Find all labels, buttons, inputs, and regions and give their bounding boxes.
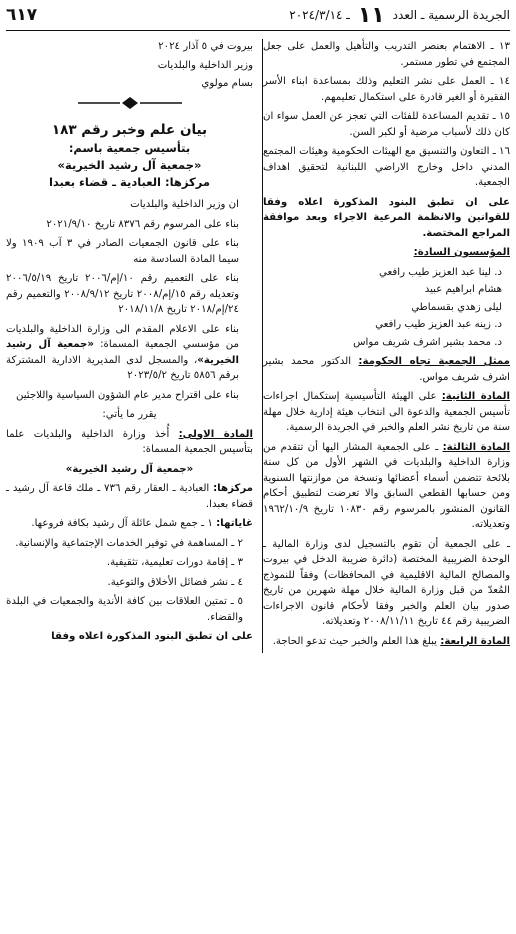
considering-2: بناء على قانون الجمعيات الصادر في ٣ آب ١٩٠٩ ولا سيما المادة السادسة منه bbox=[6, 238, 239, 265]
hq2-text: العبادية ـ العقار رقم ٧٣٦ ـ ملك قاعة آل رشيد ـ قضاء بعبدا. bbox=[6, 483, 253, 510]
left-column bbox=[6, 39, 253, 653]
goal-1-text: ١ ـ جمع شمل عائلة آل رشيد بكافة فروعها. bbox=[31, 518, 217, 529]
founders-list bbox=[263, 265, 510, 351]
considering-1: بناء على المرسوم رقم ٨٣٧٦ تاريخ ٢٠٢١/٩/١٠ bbox=[46, 218, 239, 230]
goal-16: ١٦ ـ التعاون والتنسيق مع الهيئات الحكومية وهيئات المجتمع المدني داخل وخارج الاراضي اللبنانية لتحقيق اهداف الجمعية. bbox=[263, 146, 510, 188]
art4-label: المادة الرابعة: bbox=[440, 635, 510, 647]
apply-clause: على ان تطبق البنود المذكورة اعلاه وفقا للقوانين والانظمة المرعية الاجراء وبعد موافقة المراجع المختصة. bbox=[263, 196, 510, 239]
apply-clause-start: على ان تطبق البنود المذكورة اعلاه وفقا bbox=[51, 631, 253, 642]
ornament-divider-icon bbox=[6, 96, 253, 116]
government-representative bbox=[263, 354, 510, 385]
right-column bbox=[263, 39, 510, 653]
statement-title: بيان علم وخبر رقم ١٨٣ bbox=[51, 122, 208, 138]
considering-5: بناء على اقتراح مدير عام الشؤون السياسية واللاجئين bbox=[15, 389, 239, 401]
art2-label: المادة الثانية: bbox=[441, 391, 510, 402]
goal-14: ١٤ ـ العمل على نشر التعليم وذلك بمساعدة ابناء الأسر الفقيرة أو الغير قادرة على استكمال تعليمهم. bbox=[263, 76, 510, 103]
founder-item: هشام ابراهيم عبيد bbox=[424, 284, 502, 295]
c4-text-b: ، والمسجل لدى المديرية الادارية المشتركة برقم ٥٨٥٦ تاريخ ٢٠٢٣/٥/٢ bbox=[6, 354, 239, 381]
article-1 bbox=[6, 427, 253, 458]
art3-label: المادة الثالثة: bbox=[442, 441, 510, 453]
founder-item: د. محمد بشير اشرف شريف مواس bbox=[353, 336, 502, 348]
goal-3: ٣ ـ إقامة دورات تعليمية، تثقيفية. bbox=[106, 557, 243, 568]
hq-label: مركزها: bbox=[165, 175, 211, 189]
art1-label: المادة الاولى: bbox=[178, 428, 253, 440]
header-info bbox=[289, 3, 510, 28]
column-divider bbox=[262, 39, 263, 653]
founder-item: ليلى زهدي بقسماطي bbox=[411, 301, 502, 313]
founder-item: د. لينا عبد العزيز طيب رافعي bbox=[379, 266, 502, 278]
article-4 bbox=[263, 634, 510, 650]
art2-text: على الهيئة التأسيسية إستكمال اجراءات تأسيس الجمعية والدعوة الى انتخاب هيئة إدارية خلال مهلة سنة من تاريخ نشر العلم والخبر في الجريدة الرسمية. bbox=[263, 391, 510, 433]
issue-number: ١١ bbox=[357, 2, 385, 28]
considering-4 bbox=[6, 322, 253, 384]
association-name: «جمعية آل رشيد الخيرية» bbox=[57, 158, 202, 172]
goal-5: ٥ ـ تمتين العلاقات بين كافة الأندية والجمعيات في البلدة والقضاء. bbox=[6, 596, 243, 623]
goal-1 bbox=[6, 516, 253, 532]
hq-value: العبادية ـ قضاء بعبدا bbox=[48, 175, 166, 189]
columns bbox=[6, 31, 510, 653]
goal-15: ١٥ ـ تقديم المساعدة للفئات التي تعجز عن العمل سواء ان كان ذلك لأسباب مرضية أو لكبر السن. bbox=[263, 111, 510, 138]
founder-item: د. زينه عبد العزيز طيب رافعي bbox=[375, 319, 502, 330]
association-hq bbox=[6, 174, 253, 191]
goal-13: ١٣ ـ الاهتمام بعنصر التدريب والتأهيل والعمل على جعل المجتمع في تطور مستمر. bbox=[263, 41, 510, 68]
art3-text: ـ على الجمعية المشار اليها أن تتقدم من وزارة الداخلية والبلديات في الشهر الأول من كل سنة بلائحة تتضمن أسماء أعضائها ونسخة من موازنتها السنوية ومن حسابها القطعي السابق والا تعرضت لتطبيق أحكام القانون المنشور بالمرسوم رقم ١٠٨٣٠ تاريخ ١٩٦٢/١٠/٩ وتعديلاته. bbox=[263, 441, 510, 530]
c4-name: «جمعية آل رشيد الخيرية» bbox=[6, 339, 239, 366]
hq-detail bbox=[6, 481, 253, 512]
art4-text: يبلغ هذا العلم والخبر حيث تدعو الحاجة. bbox=[272, 635, 441, 647]
art1-association-name: «جمعية آل رشيد الخيرية» bbox=[65, 463, 194, 475]
article-3 bbox=[263, 440, 510, 533]
goals-label: غاياتها: bbox=[216, 518, 253, 529]
c4-text-a: بناء على الاعلام المقدم الى وزارة الداخلية والبلديات من مؤسسي الجمعية المسماة: bbox=[6, 323, 239, 350]
signature-date: بيروت في ٥ آذار ٢٠٢٤ bbox=[158, 41, 253, 52]
article-2 bbox=[263, 389, 510, 436]
signature-name: بسام مولوي bbox=[201, 78, 253, 89]
intro-line: ان وزير الداخلية والبلديات bbox=[130, 199, 239, 210]
goal-2: ٢ ـ المساهمة في توفير الخدمات الإجتماعية والإنسانية. bbox=[15, 537, 243, 549]
page-number: ٦١٧ bbox=[6, 5, 38, 25]
rep-label: ممثل الجمعية تجاه الحكومة: bbox=[358, 356, 510, 367]
goal-4: ٤ ـ نشر فضائل الأخلاق والتوعية. bbox=[107, 576, 243, 588]
hq2-label: مركزها: bbox=[213, 483, 253, 494]
art1-text: أُخذ وزارة الداخلية والبلديات علما بتأسيس الجمعية المسماة: bbox=[6, 428, 253, 455]
gazette-name: الجريدة الرسمية ـ العدد bbox=[392, 8, 510, 22]
decides-line: يقرر ما يأتي: bbox=[102, 409, 157, 420]
page-header bbox=[6, 0, 510, 31]
rep-text: الدكتور محمد بشير اشرف شريف مواس. bbox=[263, 356, 510, 383]
signature-title: وزير الداخلية والبلديات bbox=[157, 59, 253, 71]
considering-3: بناء على التعميم رقم ١٠/إم/٢٠٠٦ تاريخ ٢٠٠٦/٥/١٩ وتعديله رقم ١٥/إم/٢٠٠٨ تاريخ ٢٠٠٨/٩/١٢ والتعميم رقم ٢٤/إم/٢٠١٨ تاريخ ٢٠١٨/١١/٨ bbox=[6, 273, 240, 315]
founders-title: المؤسسون السادة: bbox=[413, 247, 510, 258]
issue-date: ـ ٢٠٢٤/٣/١٤ bbox=[289, 8, 350, 22]
article-3-tax: ـ على الجمعية أن تقوم بالتسجيل لدى وزارة المالية ـ الوحدة الضريبية المختصة (دائرة ضريبة الدخل في بيروت والمصالح المالية الاقليمية في المحافظات) وفقاً للنموذج المُعدّ من قبل وزارة المالية خلال مهلة شهرين من تاريخ صدور بيان العلم والخبر وفقا لأحكام قانون الاجراءات الضريبية رقم ٤٤ تاريخ ٢٠٠٨/١١/١١ وتعديلاته. bbox=[263, 538, 510, 627]
statement-subtitle: بتأسيس جمعية باسم: bbox=[68, 141, 191, 155]
